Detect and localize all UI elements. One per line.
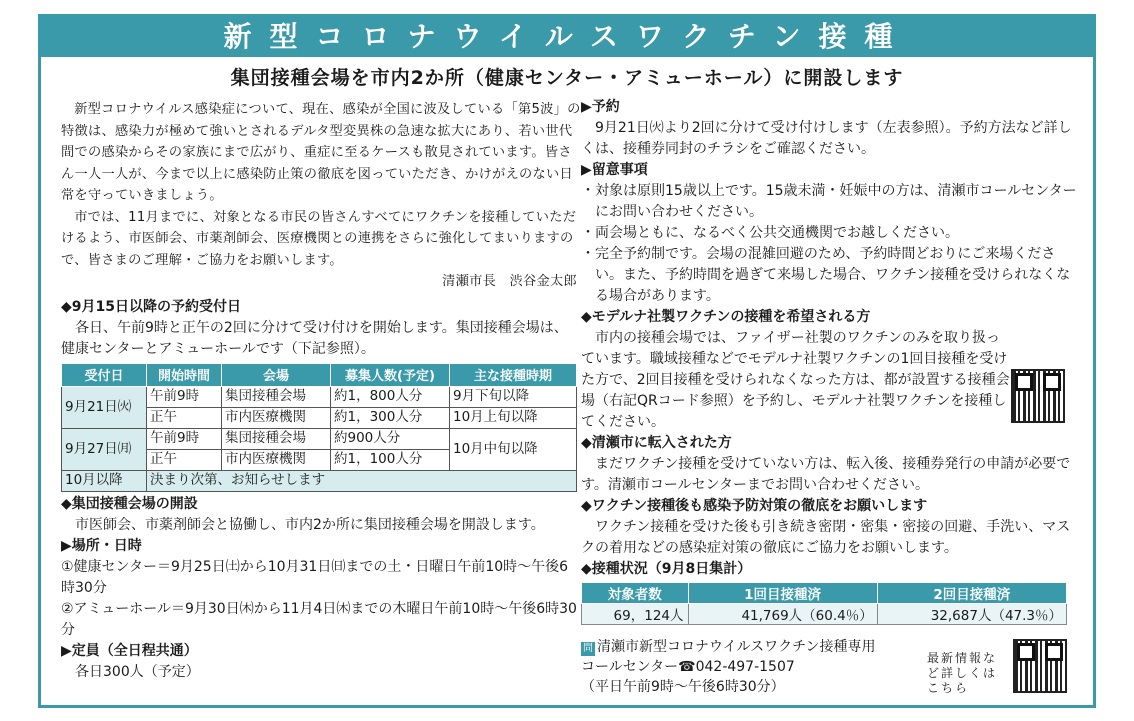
intro-paragraph-1: 新型コロナウイルス感染症について、現在、感染が全国に波及している「第5波」の特徴は、感染力が極めて強いとされるデルタ型変異株の急速な拡大にあり、若い世代間での感染からその家族にまで広がり、重症に至るケースも散見されています。皆さん一人一人が、今まで以上に感染防止策の徹底を図っていただき、かけがえのない日常を守っていきましょう。 — [61, 102, 581, 203]
schedule-day: 9月21日㈫ — [62, 386, 147, 428]
table-cell: 正午 — [147, 407, 222, 428]
mayor-signature: 清瀬市長 渋谷金太郎 — [442, 274, 577, 289]
schedule-header: 主な接種時期 — [450, 363, 577, 386]
intro-paragraph-2: 市では、11月までに、対象となる市民の皆さんすべてにワクチンを接種していただけるよう、市医師会、市薬剤師会、医療機関との連携をさらに強化してまいりますので、皆さまのご理解・ご協力をお願いします。 — [61, 209, 577, 268]
booking-body: 9月21日㈫より2回に分けて受け付けします（左表参照）。予約方法など詳しくは、接種券同封のチラシをご確認ください。 — [581, 120, 1072, 157]
note-item: ・完全予約制です。会場の混雑回避のため、予約時間どおりにご来場ください。また、予約時間を過ぎて来場した場合、ワクチン接種を受けられなくなる場合があります。 — [581, 246, 1071, 304]
capacity-heading: ▶定員（全日程共通） — [61, 642, 198, 659]
subtitle: 集団接種会場を市内2か所（健康センター・アミューホール）に開設します — [230, 67, 904, 89]
table-cell: 10月上旬以降 — [450, 407, 577, 428]
banner-title: 新型コロナウイルスワクチン接種 — [41, 17, 1093, 57]
status-value: 41,769人（60.4％） — [688, 604, 877, 625]
table-cell: 市内医療機関 — [222, 407, 331, 428]
transfer-heading: ◆清瀬市に転入された方 — [581, 435, 732, 451]
note-item: ・両会場ともに、なるべく公共交通機関でお越しください。 — [581, 225, 959, 241]
table-row — [62, 386, 577, 407]
table-row — [62, 428, 577, 449]
intro — [61, 99, 581, 293]
contact-line-3: （平日午前9時～午後6時30分） — [581, 679, 785, 695]
table-cell: 決まり次第、お知らせします — [147, 470, 577, 491]
status-value: 69，124人 — [582, 604, 689, 625]
status-header: 1回目接種済 — [688, 583, 877, 604]
schedule-day: 9月27日㈪ — [62, 428, 147, 470]
table-cell: 約1，300人分 — [331, 407, 450, 428]
table-cell: 集団接種会場 — [222, 428, 331, 449]
table-cell: 午前9時 — [147, 428, 222, 449]
schedule-header: 受付日 — [62, 363, 147, 386]
tokyo-site-qr-code[interactable] — [1011, 369, 1065, 423]
status-header: 対象者数 — [582, 583, 689, 604]
table-cell: 集団接種会場 — [222, 386, 331, 407]
note-item: ・対象は原則15歳以上です。15歳未満・妊娠中の方は、清瀬市コールセンターにお問い合わせください。 — [581, 183, 1077, 220]
reservation-heading: ◆9月15日以降の予約受付日 — [61, 298, 241, 315]
table-row — [62, 470, 577, 491]
schedule-header: 開始時間 — [147, 363, 222, 386]
status-value: 32,687人（47.3％） — [877, 604, 1066, 625]
schedule-header-row — [62, 363, 577, 386]
status-heading: ◆接種状況（9月8日集計） — [581, 561, 752, 577]
notice-frame — [38, 14, 1096, 708]
table-cell: 正午 — [147, 449, 222, 470]
place-2: ②アミューホール＝9月30日㈭から11月4日㈭までの木曜日午前10時～午後6時30分 — [61, 600, 577, 638]
schedule-header: 募集人数(予定) — [331, 363, 450, 386]
table-cell: 約1，100人分 — [331, 449, 450, 470]
table-row — [582, 604, 1067, 625]
table-cell: 10月中旬以降 — [450, 428, 577, 470]
table-cell: 市内医療機関 — [222, 449, 331, 470]
table-cell: 午前9時 — [147, 386, 222, 407]
status-header: 2回目接種済 — [877, 583, 1066, 604]
status-header-row — [582, 583, 1067, 604]
moderna-heading: ◆モデルナ社製ワクチンの接種を希望される方 — [581, 309, 871, 325]
moderna-body: 市内の接種会場では、ファイザー社製のワクチンのみを取り扱っています。職域接種などでモデルナ社製ワクチンの1回目接種を受けた方で、2回目接種を受けられなくなった方は、都が設置する接種会場（右記QRコード参照）を予約し、モデルナ社製ワクチンを接種してください。 — [581, 330, 1010, 430]
prevention-heading: ◆ワクチン接種後も感染予防対策の徹底をお願いします — [581, 498, 928, 514]
vaccination-status-table — [581, 582, 1067, 625]
contact-line-2: コールセンター☎042-497-1507 — [581, 659, 795, 675]
latest-info-qr-code[interactable] — [1013, 639, 1067, 693]
notes-heading: ▶留意事項 — [581, 162, 648, 178]
reservation-body: 各日、午前9時と正午の2回に分けて受け付けを開始します。集団接種会場は、健康センターとアミューホールです（下記参照）。 — [61, 319, 568, 357]
group-site-heading: ◆集団接種会場の開設 — [61, 495, 198, 512]
schedule-header: 会場 — [222, 363, 331, 386]
schedule-table — [61, 363, 577, 492]
table-cell: 約900人分 — [331, 428, 450, 449]
right-column — [581, 97, 1081, 625]
contact-line-1: 清瀬市新型コロナウイルスワクチン接種専用 — [597, 639, 876, 655]
booking-heading: ▶予約 — [581, 99, 620, 115]
place-heading: ▶場所・日時 — [61, 537, 142, 554]
table-cell: 10月以降 — [62, 470, 147, 491]
prevention-body: ワクチン接種を受けた後も引き続き密閉・密集・密接の回避、手洗い、マスクの着用などの感染症対策の徹底にご協力をお願いします。 — [581, 519, 1071, 556]
contact-block — [581, 637, 875, 697]
table-cell: 約1，800人分 — [331, 386, 450, 407]
place-1: ①健康センター＝9月25日㈯から10月31日㈰までの土・日曜日午前10時～午後6時30分 — [61, 558, 569, 596]
group-site-body: 市医師会、市薬剤師会と協働し、市内2か所に集団接種会場を開設します。 — [75, 516, 545, 533]
capacity: 各日300人（予定） — [75, 663, 200, 680]
inquiry-tag: 問 — [583, 643, 593, 654]
transfer-body: まだワクチン接種を受けていない方は、転入後、接種券発行の申請が必要です。清瀬市コールセンターまでお問い合わせください。 — [581, 456, 1071, 493]
table-cell: 9月下旬以降 — [450, 386, 577, 407]
latest-info-label: 最新情報など詳しくはこちら — [927, 651, 998, 695]
left-column — [61, 99, 581, 683]
